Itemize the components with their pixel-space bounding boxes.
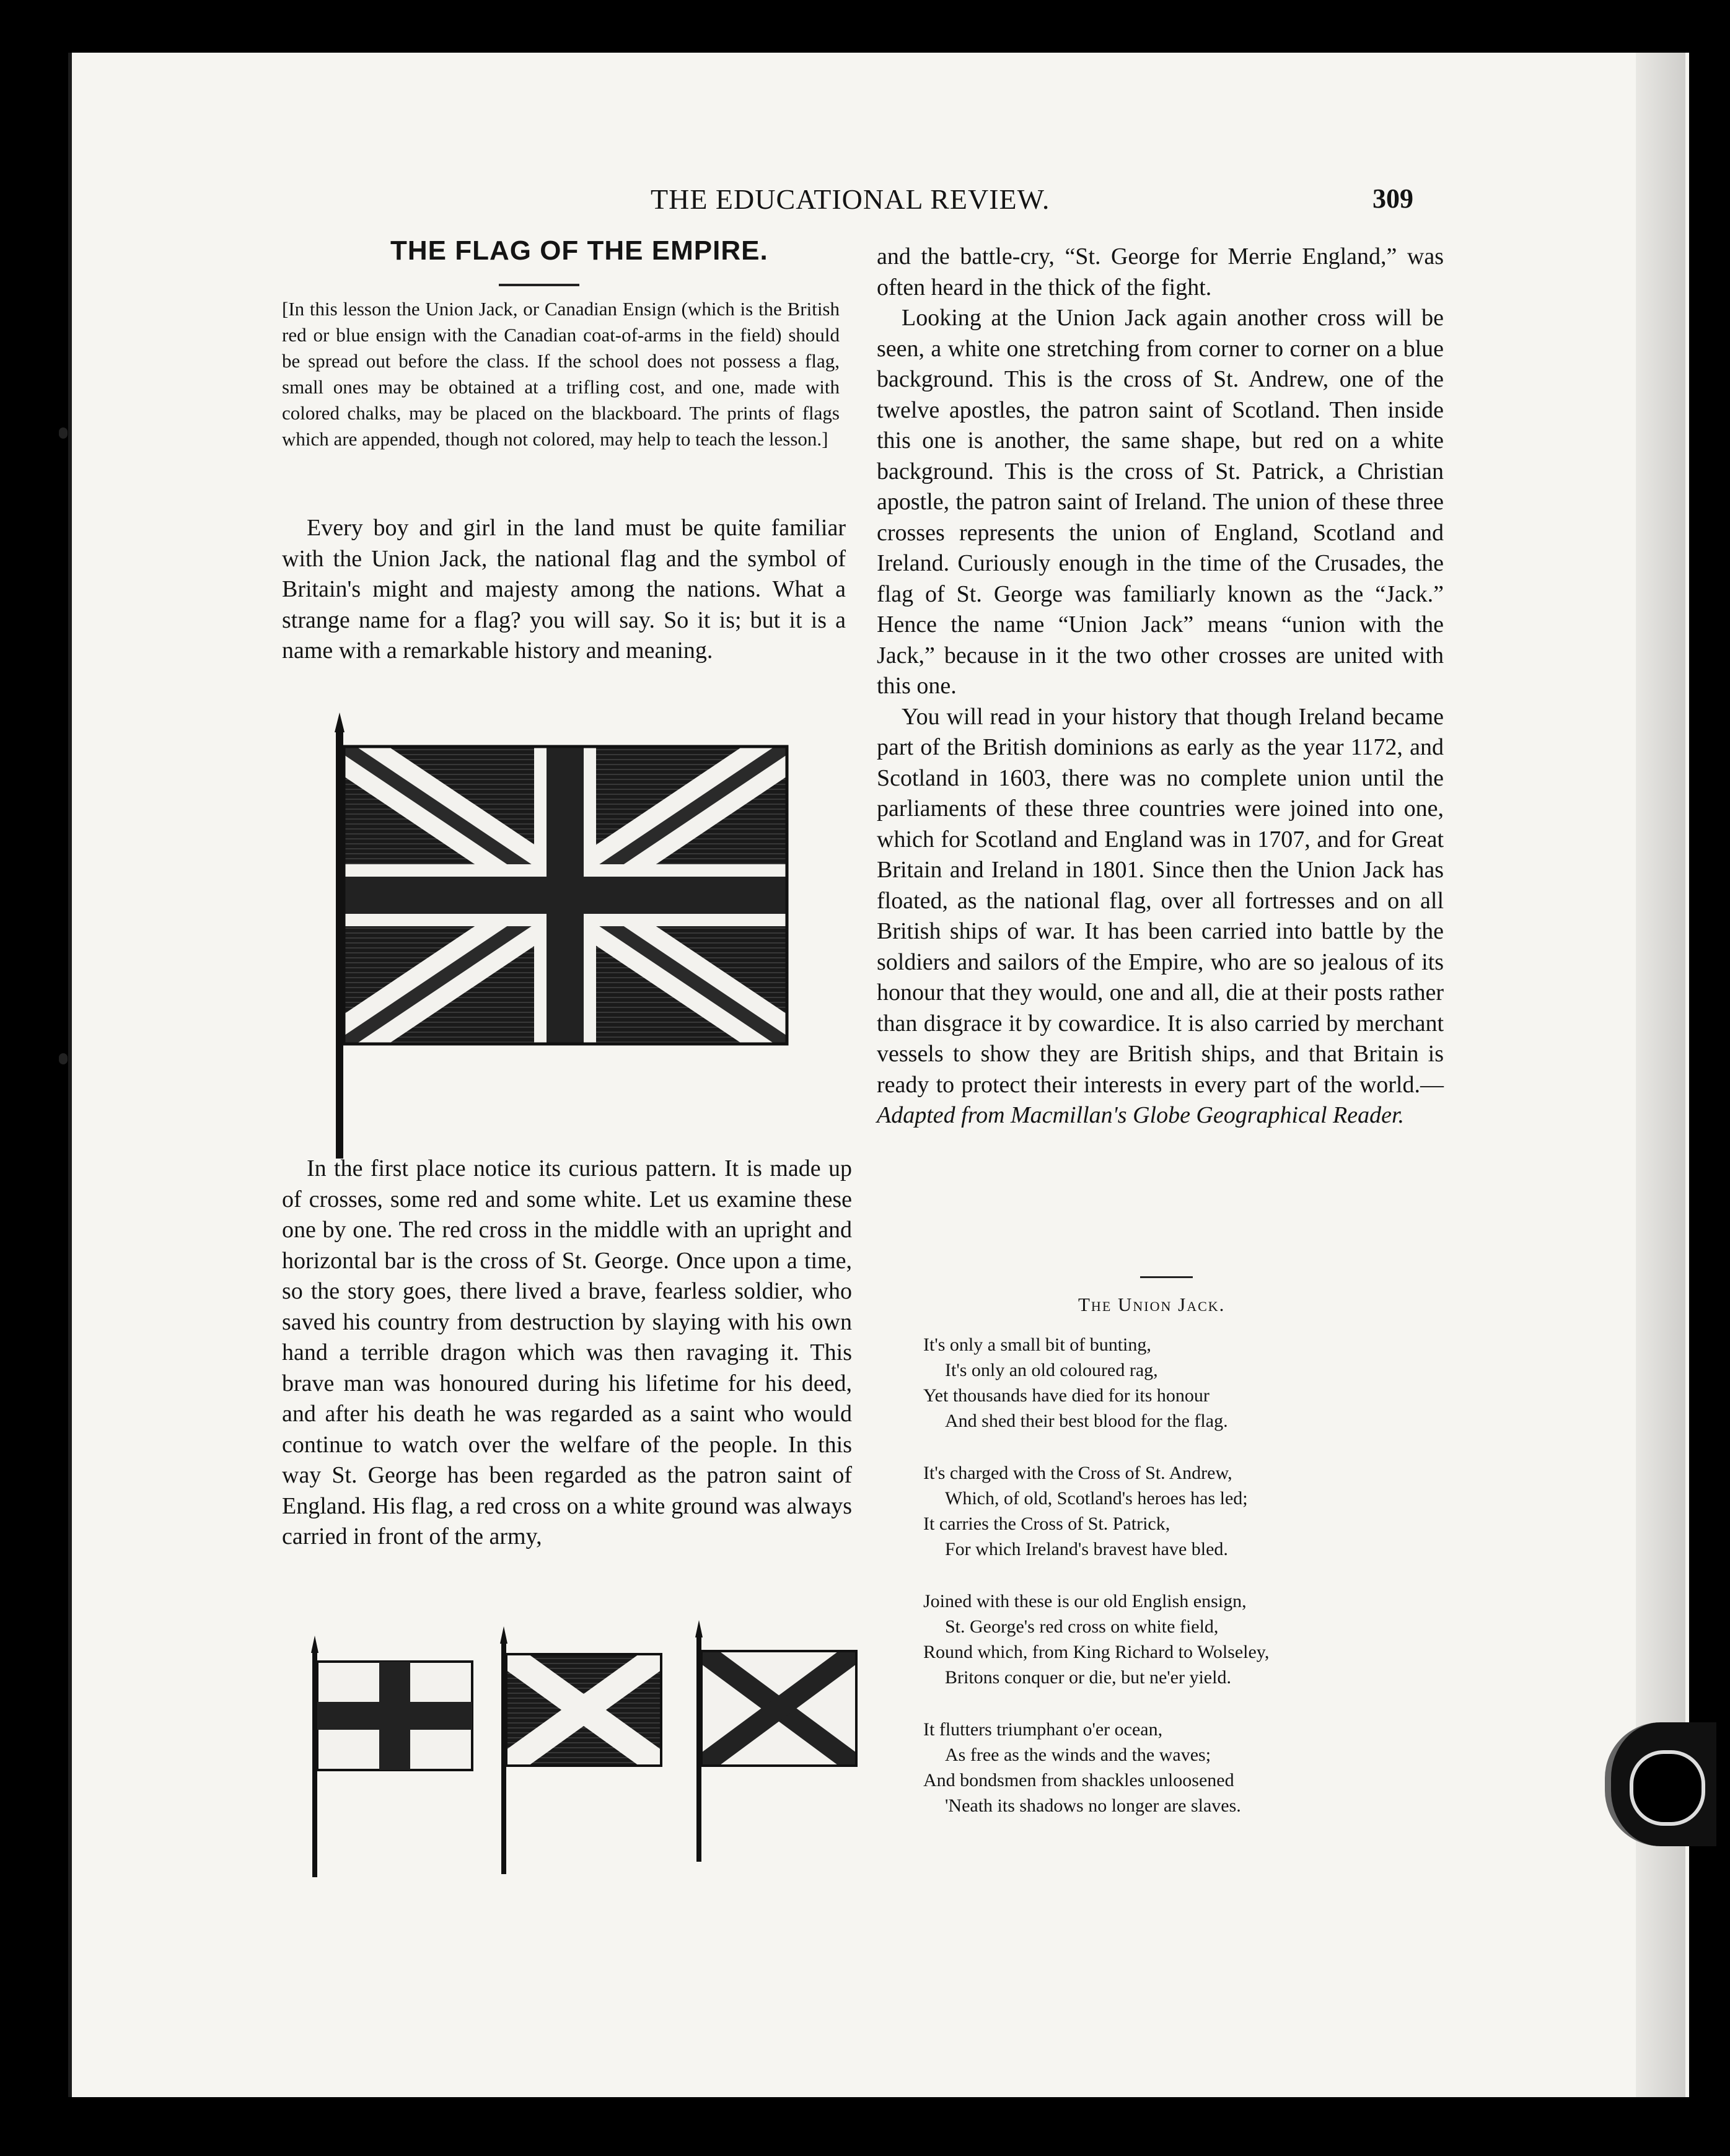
- union-jack-flag: [322, 712, 799, 1159]
- binding-mark: [59, 1053, 68, 1064]
- flag-pole: [336, 731, 343, 1159]
- poem-line: It flutters triumphant o'er ocean,: [923, 1719, 1163, 1740]
- title-rule: [499, 284, 579, 286]
- poem-line: It's charged with the Cross of St. Andrew,: [923, 1463, 1232, 1483]
- intro-note: [In this lesson the Union Jack, or Canadian Ensign (which is the British red or blue ensign with the Canadian coat-of-arms in the field) should be spread out before the class. If the school does not possess a flag, small ones may be obtained at a trifling cost, and one, made with colored chalks, may be placed on the blackboard. The prints of flags which are appended, though not colored, may help to teach the lesson.]: [282, 298, 840, 450]
- poem-stanza-1: [923, 1332, 1456, 1434]
- poem-line: And bondsmen from shackles unloosened: [923, 1770, 1234, 1790]
- poem-line: As free as the winds and the waves;: [945, 1745, 1211, 1765]
- binder-clip: [1605, 1722, 1716, 1846]
- poem-stanza-3: [923, 1589, 1456, 1690]
- binding-mark: [59, 427, 68, 439]
- poem-line: For which Ireland's bravest have bled.: [945, 1539, 1228, 1559]
- poem-line: Joined with these is our old English ensign,: [923, 1591, 1247, 1611]
- left-column-bottom: [282, 1154, 852, 1553]
- paragraph-2-continued: and the battle-cry, “St. George for Merrie England,” was often heard in the thick of the fight.: [877, 243, 1444, 300]
- poem: [923, 1332, 1456, 1845]
- paragraph-1: Every boy and girl in the land must be quite familiar with the Union Jack, the national flag and the symbol of Britain's might and majesty among the nations. What a strange name for a flag? you will say. So it is; but it is a name with a remarkable history and meaning.: [282, 515, 846, 664]
- pole-finial: [335, 712, 345, 732]
- page-number: 309: [1372, 183, 1413, 214]
- paragraph-2: In the first place notice its curious pattern. It is made up of crosses, some red and some white. Let us examine these one by one. The red cross in the middle with an upright and horizontal bar is the cross of St. George. Once upon a time, so the story goes, there lived a brave, fearless soldier, who saved his country from destruction by slaying with his own hand a terrible dragon which was then ravaging it. This brave man was honoured during his lifetime for his deed, and after his death he was regarded as a saint who would continue to watch over the welfare of the people. In this way St. George has been regarded as the patron saint of England. His flag, a red cross on a white ground was always carried in front of the army,: [282, 1155, 852, 1549]
- poem-line: Round which, from King Richard to Wolseley,: [923, 1642, 1270, 1662]
- poem-line: St. George's red cross on white field,: [945, 1616, 1219, 1637]
- st-andrew-flag: [493, 1626, 666, 1874]
- poem-stanza-2: [923, 1460, 1456, 1562]
- source-citation: Adapted from Macmillan's Globe Geographical Reader.: [877, 1102, 1405, 1128]
- poem-line: 'Neath its shadows no longer are slaves.: [945, 1795, 1241, 1816]
- paragraph-4-text: You will read in your history that though Ireland became part of the British dominions as early as the year 1172, and Scotland in 1603, there was no complete union until the parliaments of these three countries were joined into one, which for Scotland and England was in 1707, and for Great Britain and Ireland in 1801. Since then the Union Jack has floated, as the national flag, over all fortresses and on all British ships of war. It has been carried into battle by the soldiers and sailors of the Empire, who are so jealous of its honour that they would, one and all, die at their posts rather than disgrace it by cowardice. It is also carried by merchant vessels to show they are British ships, and that Britain is ready to protect their interests in every part of the world.—: [877, 703, 1444, 1098]
- running-head: THE EDUCATIONAL REVIEW.: [651, 183, 1050, 215]
- left-column-top: [282, 513, 846, 667]
- paragraph-3: Looking at the Union Jack again another cross will be seen, a white one stretching from corner to corner on a blue background. This is the cross of St. Andrew, one of the twelve apostles, the patron saint of Scotland. Then inside this one is another, the same shape, but red on a white background. This is the cross of St. Patrick, a Christian apostle, the patron saint of Ireland. The union of these three crosses represents the union of England, Scotland and Ireland. Curiously enough in the time of the Crusades, the flag of St. George was familiarly known as the “Jack.” Hence the name “Union Jack” means “union with the Jack,” because in it the two other crosses are united with this one.: [877, 305, 1444, 699]
- poem-line: It's only a small bit of bunting,: [923, 1334, 1151, 1355]
- poem-stanza-4: [923, 1717, 1456, 1818]
- article-title: THE FLAG OF THE EMPIRE.: [390, 235, 768, 266]
- poem-rule: [1140, 1276, 1193, 1278]
- paragraph-4: [877, 702, 1444, 1131]
- st-george-flag: [304, 1636, 477, 1877]
- right-column: [877, 242, 1444, 1131]
- poem-line: Yet thousands have died for its honour: [923, 1385, 1210, 1406]
- poem-title: The Union Jack.: [1078, 1294, 1226, 1315]
- poem-line: It's only an old coloured rag,: [945, 1360, 1158, 1380]
- st-patrick-flag: [688, 1620, 861, 1862]
- poem-line: And shed their best blood for the flag.: [945, 1411, 1228, 1431]
- poem-line: Which, of old, Scotland's heroes has led;: [945, 1488, 1248, 1509]
- poem-line: It carries the Cross of St. Patrick,: [923, 1514, 1170, 1534]
- poem-line: Britons conquer or die, but ne'er yield.: [945, 1667, 1231, 1688]
